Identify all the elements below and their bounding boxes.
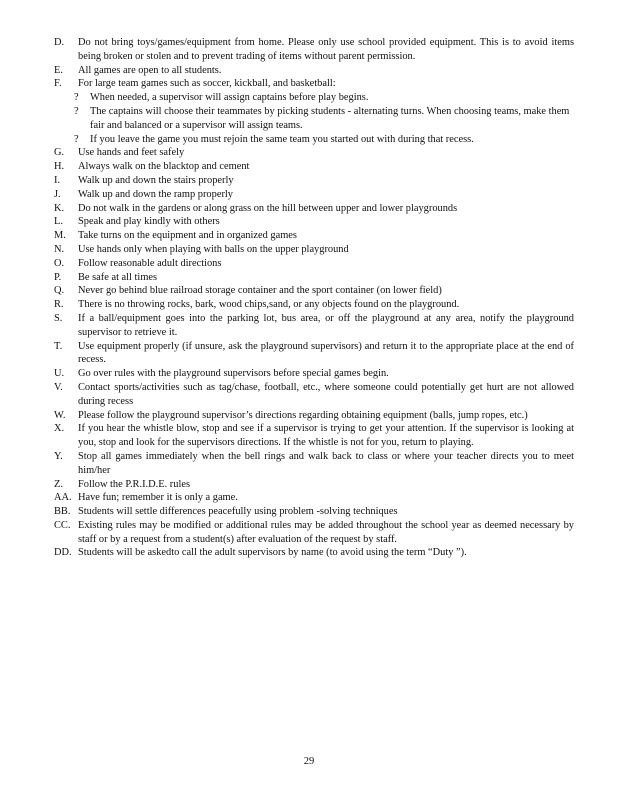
rule-item xyxy=(54,478,574,492)
rule-label: P. xyxy=(54,271,62,283)
rule-item xyxy=(54,491,574,505)
rule-text: Speak and play kindly with others xyxy=(78,216,220,228)
rule-item xyxy=(54,64,574,78)
rule-text: Students will be askedto call the adult supervisors by name (to avoid using the term “Duty ”). xyxy=(78,547,467,559)
rule-text: Stop all games immediately when the bell rings and walk back to class or where your teacher directs you to meet him/her xyxy=(78,450,574,476)
rule-label: Q. xyxy=(54,285,65,297)
rules-list xyxy=(54,36,574,560)
rule-item xyxy=(54,546,574,560)
rule-label: E. xyxy=(54,64,63,76)
sub-bullet-item xyxy=(54,91,574,105)
rule-label: G. xyxy=(54,147,65,159)
rule-item xyxy=(54,174,574,188)
bullet-marker: ? xyxy=(74,105,79,117)
rule-label: T. xyxy=(54,340,63,352)
rule-item xyxy=(54,298,574,312)
sub-bullet-item xyxy=(54,133,574,147)
rule-text: Have fun; remember it is only a game. xyxy=(78,492,238,504)
rule-text: Do not bring toys/games/equipment from home. Please only use school provided equipment. This is to avoid items being broken or stolen and to prevent trading of items without parent permission. xyxy=(78,37,574,62)
rule-label: M. xyxy=(54,230,66,242)
rule-text: If a ball/equipment goes into the parking lot, bus area, or off the playground at any area, notify the playground supervisor to retrieve it. xyxy=(78,312,574,338)
rule-text: Always walk on the blacktop and cement xyxy=(78,161,250,173)
rule-item xyxy=(54,243,574,257)
rule-label: K. xyxy=(54,202,65,214)
rule-label: DD. xyxy=(54,547,72,559)
rule-item xyxy=(54,271,574,285)
sub-bullet-text: If you leave the game you must rejoin the same team you started out with during that recess. xyxy=(90,133,474,145)
rule-label: I. xyxy=(54,174,61,186)
bullet-marker: ? xyxy=(74,92,79,104)
rule-text: Use equipment properly (if unsure, ask the playground supervisors) and return it to the appropriate place at the end of recess. xyxy=(78,340,574,366)
rule-item xyxy=(54,505,574,519)
rule-item xyxy=(54,340,574,368)
rule-text: Be safe at all times xyxy=(78,271,158,283)
rule-item xyxy=(54,367,574,381)
rule-label: CC. xyxy=(54,519,71,531)
rule-label: F. xyxy=(54,78,62,90)
rule-item xyxy=(54,215,574,229)
rule-text: Walk up and down the stairs properly xyxy=(78,174,234,186)
rule-item xyxy=(54,188,574,202)
rule-item xyxy=(54,77,574,91)
rule-label: U. xyxy=(54,368,65,380)
page-number: 29 xyxy=(303,756,315,767)
rule-item xyxy=(54,409,574,423)
rule-item xyxy=(54,36,574,64)
rule-item xyxy=(54,257,574,271)
rule-label: J. xyxy=(54,188,61,200)
rule-text: If you hear the whistle blow, stop and see if a supervisor is trying to get your attention. If the supervisor is looking at you, stop and look for the supervisors directions. If the whistle is not for you, return to playing. xyxy=(78,423,574,449)
rule-text: Take turns on the equipment and in organized games xyxy=(78,230,297,242)
rule-text: Follow the P.R.I.D.E. rules xyxy=(78,478,190,490)
rule-label: BB. xyxy=(54,506,71,518)
rule-text: Never go behind blue railroad storage container and the sport container (on lower field) xyxy=(78,285,442,297)
rule-label: X. xyxy=(54,423,65,435)
rule-label: R. xyxy=(54,299,64,311)
rule-item xyxy=(54,422,574,450)
rule-text: Students will settle differences peacefully using problem -solving techniques xyxy=(78,506,398,518)
rule-item xyxy=(54,284,574,298)
rule-text: Walk up and down the ramp properly xyxy=(78,188,233,200)
sub-bullet-item xyxy=(54,105,574,133)
rule-text: Use hands only when playing with balls on the upper playground xyxy=(78,243,349,255)
rule-text: Please follow the playground supervisor’s directions regarding obtaining equipment (balls, jump ropes, etc.) xyxy=(78,409,528,421)
rule-text: Follow reasonable adult directions xyxy=(78,257,222,269)
rule-item xyxy=(54,202,574,216)
rule-item xyxy=(54,519,574,547)
rule-text: Go over rules with the playground supervisors before special games begin. xyxy=(78,368,389,380)
rule-text: Existing rules may be modified or additional rules may be added throughout the school year as deemed necessary by staff or by a request from a student(s) after evaluation of the request by staff. xyxy=(78,519,574,545)
rule-label: S. xyxy=(54,312,63,324)
rule-label: H. xyxy=(54,161,65,173)
rule-label: Z. xyxy=(54,478,63,490)
bullet-marker: ? xyxy=(74,133,79,145)
rule-item xyxy=(54,450,574,478)
rule-label: L. xyxy=(54,216,63,228)
rule-text: Do not walk in the gardens or along grass on the hill between upper and lower playgrounds xyxy=(78,202,458,214)
rule-label: N. xyxy=(54,243,65,255)
sub-bullet-text: The captains will choose their teammates by picking students - alternating turns. When choosing teams, make them fair and balanced or a supervisor will assign teams. xyxy=(90,105,570,131)
rule-item xyxy=(54,229,574,243)
rule-item xyxy=(54,160,574,174)
sub-bullet-text: When needed, a supervisor will assign captains before play begins. xyxy=(90,92,369,104)
rule-text: Contact sports/activities such as tag/chase, football, etc., where someone could potentially get hurt are not allowed during recess xyxy=(78,381,574,407)
rule-label: Y. xyxy=(54,450,63,462)
rule-text: There is no throwing rocks, bark, wood chips,sand, or any objects found on the playground. xyxy=(78,299,460,311)
rule-text: All games are open to all students. xyxy=(78,64,222,76)
rule-text: For large team games such as soccer, kickball, and basketball: xyxy=(78,78,336,90)
rule-label: D. xyxy=(54,37,65,48)
rule-label: O. xyxy=(54,257,65,269)
rule-text: Use hands and feet safely xyxy=(78,147,185,159)
rule-label: AA. xyxy=(54,492,72,504)
rule-label: W. xyxy=(54,409,66,421)
rule-item xyxy=(54,381,574,409)
rule-item xyxy=(54,312,574,340)
rule-label: V. xyxy=(54,381,63,393)
rule-item xyxy=(54,146,574,160)
